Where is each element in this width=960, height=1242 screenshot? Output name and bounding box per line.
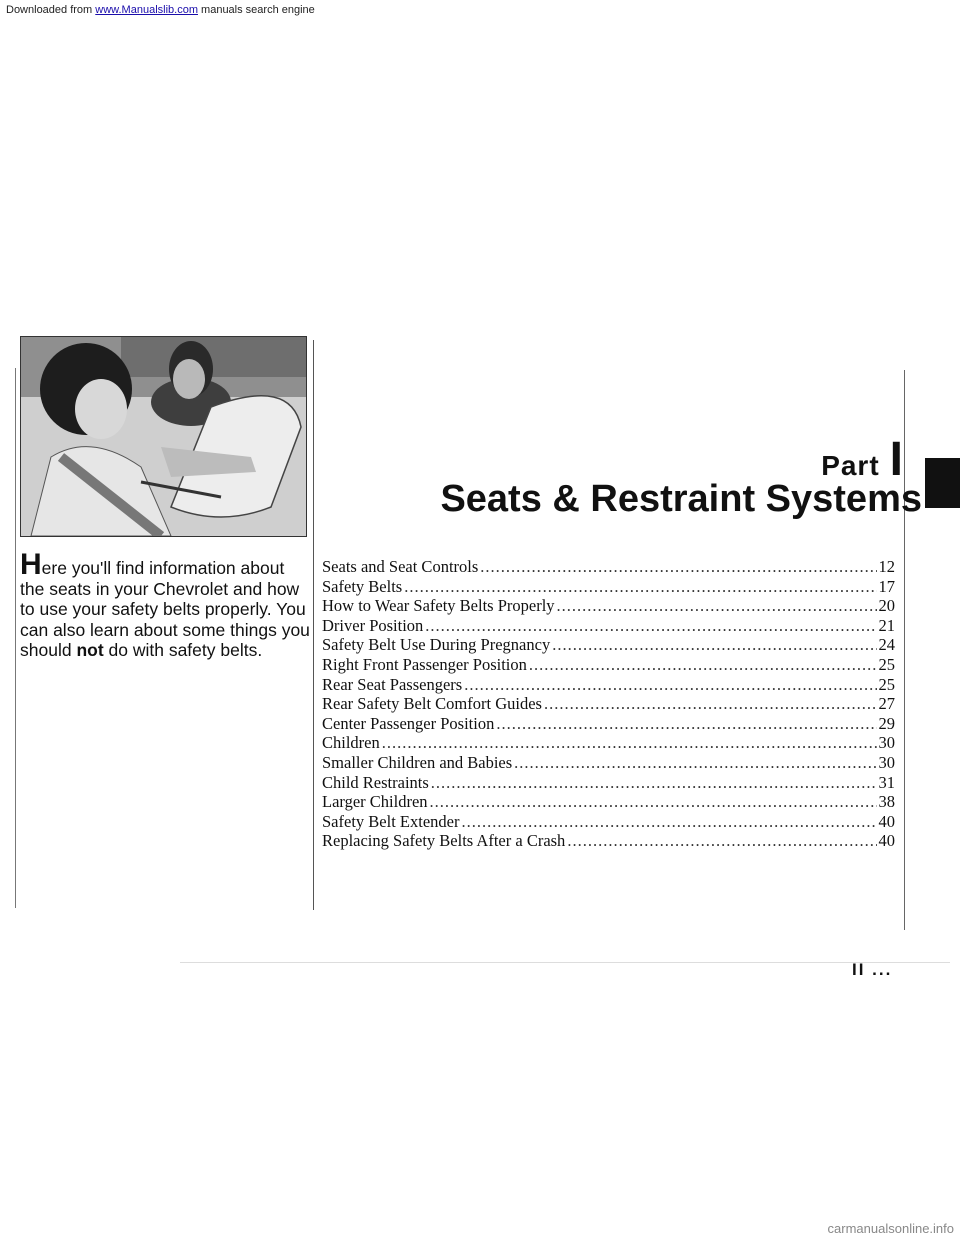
toc-entry-title: Safety Belts xyxy=(322,576,403,596)
toc-entry-page: 40 xyxy=(878,811,895,831)
toc-leader xyxy=(425,616,876,636)
toc-entry-title: Driver Position xyxy=(322,615,424,635)
toc-entry-page: 31 xyxy=(878,772,895,792)
toc-leader xyxy=(529,655,877,675)
toc-entry-page: 40 xyxy=(878,831,895,851)
toc-entry[interactable] xyxy=(322,635,895,655)
toc-entry[interactable] xyxy=(322,812,895,832)
toc-entry[interactable] xyxy=(322,616,895,636)
toc-entry-page: 24 xyxy=(878,635,895,655)
toc-entry[interactable] xyxy=(322,714,895,734)
toc-entry-page: 29 xyxy=(878,713,895,733)
intro-paragraph xyxy=(20,548,310,661)
toc-entry-title: Right Front Passenger Position xyxy=(322,654,527,674)
toc-leader xyxy=(464,675,876,695)
toc-entry[interactable] xyxy=(322,596,895,616)
toc-leader xyxy=(430,792,877,812)
toc-entry-page: 20 xyxy=(878,596,895,616)
banner-suffix: manuals search engine xyxy=(197,4,315,16)
toc-entry-title: Children xyxy=(322,733,380,753)
toc-entry-page: 30 xyxy=(878,733,895,753)
bottom-divider-line xyxy=(180,962,950,963)
toc-entry[interactable] xyxy=(322,694,895,714)
toc-entry-page: 21 xyxy=(878,615,895,635)
toc-entry[interactable] xyxy=(322,675,895,695)
toc-entry-title: Center Passenger Position xyxy=(322,713,495,733)
part-word: Part xyxy=(821,450,880,481)
toc-entry-page: 12 xyxy=(878,557,895,576)
toc-entry[interactable] xyxy=(322,831,895,851)
toc-entry[interactable] xyxy=(322,733,895,753)
toc-entry[interactable] xyxy=(322,753,895,773)
toc-entry[interactable] xyxy=(322,557,895,577)
section-thumb-tab xyxy=(925,458,960,508)
table-of-contents xyxy=(322,557,895,851)
part-title: Seats & Restraint Systems xyxy=(440,478,922,520)
toc-entry[interactable] xyxy=(322,577,895,597)
toc-entry-title: Safety Belt Extender xyxy=(322,811,460,831)
manualslib-link[interactable]: www.Manualslib.com xyxy=(95,4,198,16)
toc-entry-title: Rear Safety Belt Comfort Guides xyxy=(322,694,542,714)
part-numeral: I xyxy=(889,433,903,486)
intro-text-1: ere you'll find information about the seats in your Chevrolet and how to use your safety belts properly. You can also learn about some things you should xyxy=(20,558,310,660)
toc-entry-page: 38 xyxy=(878,792,895,812)
toc-entry[interactable] xyxy=(322,655,895,675)
toc-entry-title: Replacing Safety Belts After a Crash xyxy=(322,831,566,851)
right-border-line xyxy=(904,370,905,930)
toc-leader xyxy=(552,635,876,655)
toc-entry-page: 30 xyxy=(878,752,895,772)
left-border-line xyxy=(15,368,16,908)
toc-entry-title: Safety Belt Use During Pregnancy xyxy=(322,635,551,655)
intro-dropcap: H xyxy=(20,548,42,581)
toc-leader xyxy=(461,812,876,832)
toc-entry-title: How to Wear Safety Belts Properly xyxy=(322,596,555,616)
download-banner xyxy=(0,0,960,22)
intro-text-2: do with safety belts. xyxy=(103,640,263,660)
banner-prefix: Downloaded from xyxy=(6,4,96,16)
watermark: carmanualsonline.info xyxy=(827,1221,954,1236)
illustration-mother-child-car-seat xyxy=(20,336,307,537)
toc-entry-page: 17 xyxy=(878,576,895,596)
toc-entry[interactable] xyxy=(322,773,895,793)
page-number: II ... xyxy=(852,960,893,979)
toc-entry-title: Seats and Seat Controls xyxy=(322,557,479,576)
toc-leader xyxy=(567,831,876,851)
toc-leader xyxy=(480,557,876,577)
toc-leader xyxy=(431,773,877,793)
toc-entry-title: Larger Children xyxy=(322,792,428,812)
toc-leader xyxy=(404,577,876,597)
toc-entry-title: Smaller Children and Babies xyxy=(322,752,513,772)
toc-entry-page: 25 xyxy=(878,654,895,674)
toc-entry-page: 27 xyxy=(878,694,895,714)
toc-entry-page: 25 xyxy=(878,674,895,694)
toc-entry-title: Child Restraints xyxy=(322,772,429,792)
center-divider-line xyxy=(313,340,314,910)
toc-leader xyxy=(496,714,876,734)
intro-bold-word: not xyxy=(76,640,104,660)
toc-leader xyxy=(544,694,877,714)
toc-leader xyxy=(514,753,876,773)
toc-entry[interactable] xyxy=(322,792,895,812)
toc-leader xyxy=(557,596,877,616)
toc-leader xyxy=(382,733,877,753)
toc-entry-title: Rear Seat Passengers xyxy=(322,674,463,694)
